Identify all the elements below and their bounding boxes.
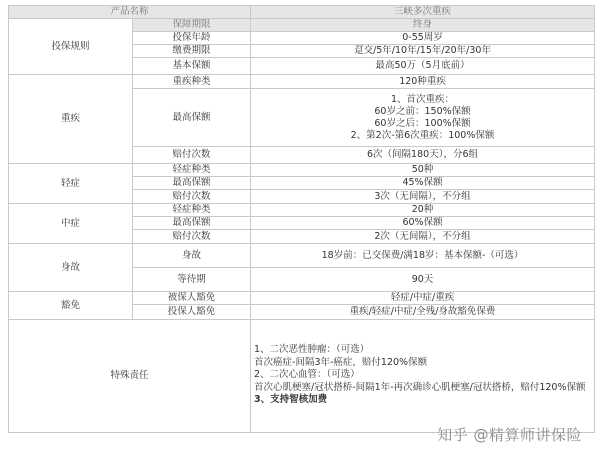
header-product-name-value: 三峡多次重疾	[251, 6, 595, 19]
term-label: 保障期限	[133, 19, 251, 32]
detail-line: 60岁之后：100%保额	[374, 117, 471, 129]
row-label: 等待期	[133, 268, 251, 292]
row-value: 0-55周岁	[251, 32, 595, 45]
detail-line: 首次癌症-间隔3年-癌症，赔付120%保额	[254, 356, 428, 368]
detail-line: 2、第2次-第6次重疾：100%保额	[350, 129, 495, 141]
max-amount-detail	[251, 89, 595, 147]
term-row	[9, 19, 595, 32]
zhihu-watermark: 知乎 @精算师讲保险	[437, 426, 582, 444]
detail-line: 首次心肌梗塞/冠状搭桥-间隔1年-再次确诊心肌梗塞/冠状搭桥，赔付120%保额	[254, 381, 586, 393]
table-row	[9, 244, 595, 268]
product-table	[8, 5, 595, 433]
category-shengu: 身故	[9, 244, 133, 292]
table-row	[9, 320, 595, 433]
row-label: 投保年龄	[133, 32, 251, 45]
category-zhongzheng: 中症	[9, 204, 133, 244]
detail-line: 3、支持智核加费	[254, 394, 328, 405]
row-value: 趸交/5年/10年/15年/20年/30年	[251, 45, 595, 58]
header-row	[9, 6, 595, 19]
row-label: 轻症种类	[133, 164, 251, 177]
row-label: 缴费期限	[133, 45, 251, 58]
row-value: 2次（无间隔），不分组	[251, 230, 595, 244]
row-value: 重疾/轻症/中症/全残/身故豁免保费	[251, 305, 595, 320]
table-row	[9, 204, 595, 217]
row-value: 45%保额	[251, 177, 595, 190]
table-row	[9, 292, 595, 305]
category-toubao: 投保规则	[9, 19, 133, 75]
row-label: 最高保额	[133, 177, 251, 190]
row-value: 20种	[251, 204, 595, 217]
row-value: 90天	[251, 268, 595, 292]
row-value: 最高50万（5月底前）	[251, 58, 595, 75]
row-label: 赔付次数	[133, 190, 251, 204]
row-value: 轻症/中症/重疾	[251, 292, 595, 305]
row-label: 赔付次数	[133, 230, 251, 244]
row-value: 50种	[251, 164, 595, 177]
category-teshu: 特殊责任	[9, 320, 251, 433]
row-label: 最高保额	[133, 89, 251, 147]
category-zhongji: 重疾	[9, 75, 133, 164]
row-label: 重疾种类	[133, 75, 251, 89]
special-duty-detail	[251, 320, 595, 433]
row-label: 赔付次数	[133, 147, 251, 164]
row-value: 60%保额	[251, 217, 595, 230]
row-label: 最高保额	[133, 217, 251, 230]
row-label: 轻症种类	[133, 204, 251, 217]
term-value: 终身	[251, 19, 595, 32]
row-label: 身故	[133, 244, 251, 268]
row-value: 6次（间隔180天），分6组	[251, 147, 595, 164]
detail-line: 2、二次心血管：（可选）	[254, 369, 360, 380]
table-row	[9, 164, 595, 177]
row-value: 120种重疾	[251, 75, 595, 89]
row-label: 投保人豁免	[133, 305, 251, 320]
detail-line: 1、二次恶性肿瘤：（可选）	[254, 344, 370, 355]
detail-line: 1、首次重疾：	[390, 93, 455, 105]
category-huomian: 豁免	[9, 292, 133, 320]
row-value: 18岁前：已交保费/满18岁：基本保额-（可选）	[251, 244, 595, 268]
row-value: 3次（无间隔），不分组	[251, 190, 595, 204]
row-label: 基本保额	[133, 58, 251, 75]
detail-line: 60岁之前：150%保额	[374, 105, 471, 117]
category-qingzheng: 轻症	[9, 164, 133, 204]
header-product-name-label: 产品名称	[9, 6, 251, 19]
table-row	[9, 75, 595, 89]
row-label: 被保人豁免	[133, 292, 251, 305]
